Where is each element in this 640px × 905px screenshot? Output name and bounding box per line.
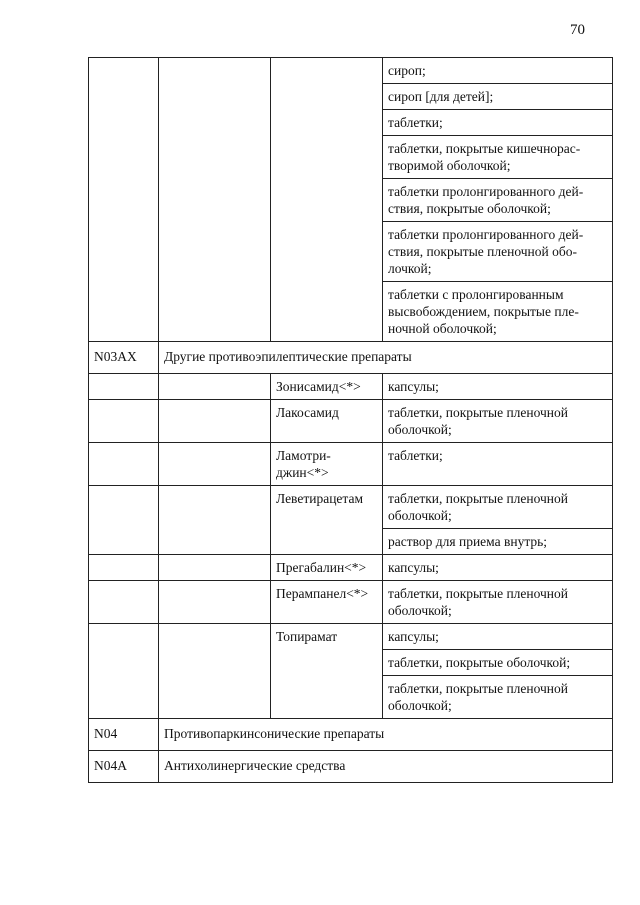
atc-code: N04 bbox=[94, 726, 118, 741]
drug-name-cell bbox=[271, 486, 383, 555]
dosage-form-cell bbox=[383, 374, 613, 400]
dosage-form-text: таблетки, покрытые пленочной оболочкой; bbox=[388, 405, 569, 437]
drug-name-cell bbox=[271, 624, 383, 719]
drug-name-cell bbox=[271, 443, 383, 486]
group-cell bbox=[159, 400, 271, 443]
drug-name-cell bbox=[271, 581, 383, 624]
code-cell bbox=[89, 581, 159, 624]
table-row bbox=[89, 400, 613, 443]
drug-name: Леветирацетам bbox=[276, 491, 364, 506]
dosage-form-text: таблетки, покрытые пленочной оболочкой; bbox=[388, 681, 569, 713]
table-row bbox=[89, 443, 613, 486]
dosage-form-cell bbox=[383, 624, 613, 650]
group-cell bbox=[159, 555, 271, 581]
drug-table bbox=[88, 57, 613, 783]
group-title: Противопаркинсонические препараты bbox=[164, 726, 385, 741]
drug-name: Зонисамид<*> bbox=[276, 379, 361, 394]
dosage-form-cell bbox=[383, 136, 613, 179]
group-cell bbox=[159, 443, 271, 486]
atc-code: N03AX bbox=[94, 349, 137, 364]
drug-name-cell bbox=[271, 400, 383, 443]
dosage-form-text: раствор для приема внутрь; bbox=[388, 534, 548, 549]
dosage-form-cell bbox=[383, 110, 613, 136]
code-cell bbox=[89, 58, 159, 342]
dosage-form-text: сироп; bbox=[388, 63, 426, 78]
group-title: Другие противоэпилептические препараты bbox=[164, 349, 412, 364]
code-cell bbox=[89, 555, 159, 581]
dosage-form-cell bbox=[383, 676, 613, 719]
group-cell bbox=[159, 58, 271, 342]
group-row-n03ax bbox=[89, 342, 613, 374]
code-cell bbox=[89, 624, 159, 719]
dosage-form-text: сироп [для детей]; bbox=[388, 89, 494, 104]
dosage-form-text: таблетки, покрытые кишечнорас- творимой оболочкой; bbox=[388, 141, 581, 173]
dosage-form-text: таблетки, покрытые пленочной оболочкой; bbox=[388, 491, 569, 523]
group-cell bbox=[159, 624, 271, 719]
group-title-cell bbox=[159, 719, 613, 751]
dosage-form-cell bbox=[383, 486, 613, 529]
atc-code: N04A bbox=[94, 758, 127, 773]
dosage-form-cell bbox=[383, 179, 613, 222]
table-row bbox=[89, 624, 613, 650]
drug-name: Прегабалин<*> bbox=[276, 560, 367, 575]
table-row bbox=[89, 486, 613, 529]
dosage-form-text: таблетки, покрытые пленочной оболочкой; bbox=[388, 586, 569, 618]
code-cell bbox=[89, 443, 159, 486]
drug-name-cell bbox=[271, 555, 383, 581]
atc-code-cell bbox=[89, 719, 159, 751]
table-row bbox=[89, 555, 613, 581]
group-title-cell bbox=[159, 751, 613, 783]
group-title: Антихолинергические средства bbox=[164, 758, 346, 773]
atc-code-cell bbox=[89, 751, 159, 783]
drug-name: Перампанел<*> bbox=[276, 586, 369, 601]
code-cell bbox=[89, 486, 159, 555]
dosage-form-cell bbox=[383, 581, 613, 624]
dosage-form-cell bbox=[383, 555, 613, 581]
drug-name: Лакосамид bbox=[276, 405, 339, 420]
drug-name-cell bbox=[271, 58, 383, 342]
drug-name: Ламотри- джин<*> bbox=[276, 448, 331, 480]
dosage-form-text: капсулы; bbox=[388, 379, 439, 394]
dosage-form-cell bbox=[383, 84, 613, 110]
dosage-form-cell bbox=[383, 529, 613, 555]
group-cell bbox=[159, 374, 271, 400]
page-number: 70 bbox=[570, 22, 585, 38]
dosage-form-cell bbox=[383, 650, 613, 676]
group-cell bbox=[159, 486, 271, 555]
table-row bbox=[89, 374, 613, 400]
dosage-form-cell bbox=[383, 443, 613, 486]
dosage-form-text: таблетки с пролонгированным высвобождением, покрытые пле- ночной оболочкой; bbox=[388, 287, 579, 336]
atc-code-cell bbox=[89, 342, 159, 374]
dosage-form-text: капсулы; bbox=[388, 629, 439, 644]
group-cell bbox=[159, 581, 271, 624]
code-cell bbox=[89, 400, 159, 443]
dosage-form-text: таблетки; bbox=[388, 115, 443, 130]
code-cell bbox=[89, 374, 159, 400]
dosage-form-text: таблетки, покрытые оболочкой; bbox=[388, 655, 571, 670]
dosage-form-text: таблетки пролонгированного дей- ствия, покрытые оболочкой; bbox=[388, 184, 584, 216]
group-row-n04 bbox=[89, 719, 613, 751]
group-title-cell bbox=[159, 342, 613, 374]
table-row bbox=[89, 58, 613, 84]
dosage-form-text: капсулы; bbox=[388, 560, 439, 575]
drug-name: Топирамат bbox=[276, 629, 338, 644]
dosage-form-text: таблетки; bbox=[388, 448, 443, 463]
dosage-form-text: таблетки пролонгированного дей- ствия, покрытые пленочной обо- лочкой; bbox=[388, 227, 584, 276]
drug-name-cell bbox=[271, 374, 383, 400]
table-row bbox=[89, 581, 613, 624]
group-row-n04a bbox=[89, 751, 613, 783]
dosage-form-cell bbox=[383, 400, 613, 443]
dosage-form-cell bbox=[383, 282, 613, 342]
dosage-form-cell bbox=[383, 222, 613, 282]
dosage-form-cell bbox=[383, 58, 613, 84]
